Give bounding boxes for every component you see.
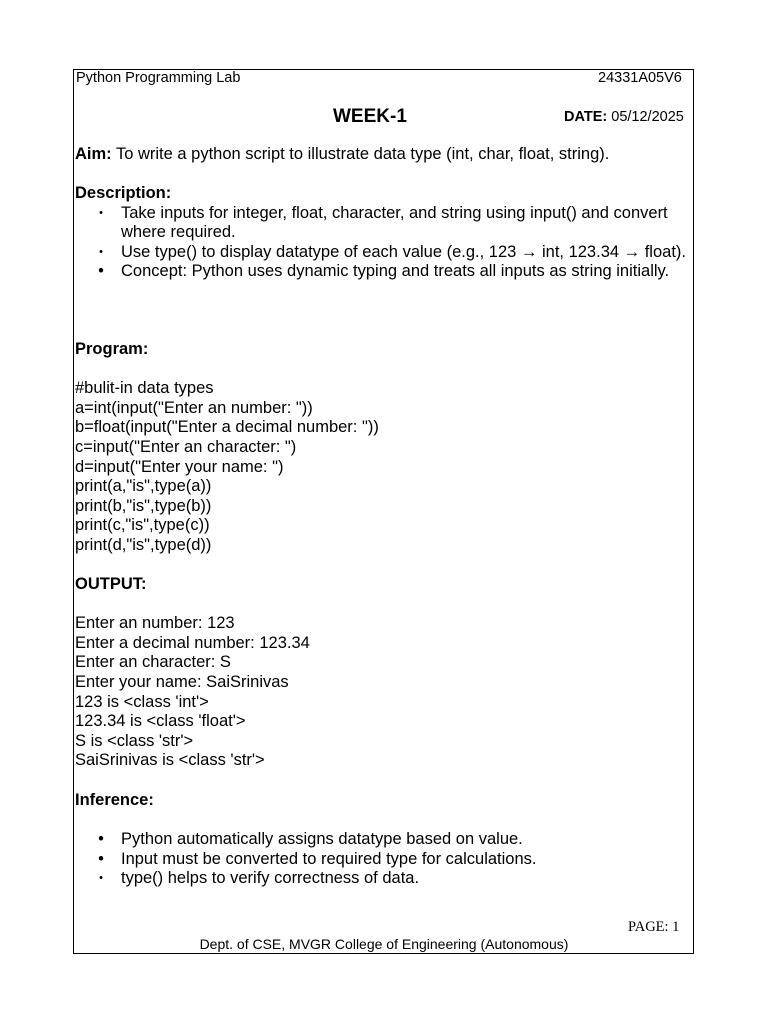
output-line: 123.34 is <class 'float'>: [75, 712, 246, 731]
output-label: OUTPUT:: [75, 575, 147, 593]
bullet: •: [99, 245, 103, 258]
aim-label: Aim:: [75, 145, 112, 163]
bullet: •: [98, 830, 104, 849]
footer: Dept. of CSE, MVGR College of Engineering (Autonomous): [199, 936, 569, 952]
list-item-text: Python automatically assigns datatype based on value.: [121, 830, 523, 849]
output-line: SaiSrinivas is <class 'str'>: [75, 751, 265, 770]
description-list: [75, 204, 693, 282]
week-title: WEEK-1: [333, 106, 407, 127]
description-section: [75, 184, 693, 282]
output-line: S is <class 'str'>: [75, 731, 194, 750]
list-item-text: Take inputs for integer, float, character, and string using input() and convert where required.: [121, 203, 668, 242]
output-section: [75, 575, 693, 771]
list-item-text: Input must be converted to required type for calculations.: [121, 849, 537, 868]
aim-section: [75, 145, 693, 165]
output-line: Enter an character: S: [75, 653, 231, 672]
list-item: [75, 830, 693, 850]
date-label: DATE:: [564, 109, 608, 125]
aim-text: To write a python script to illustrate data type (int, char, float, string).: [115, 145, 610, 163]
code-line: print(c,"is",type(c)): [75, 516, 210, 535]
description-label: Description:: [75, 184, 172, 202]
inference-section: [75, 791, 693, 889]
output-line: 123 is <class 'int'>: [75, 692, 209, 711]
lab-name: Python Programming Lab: [76, 70, 241, 86]
bullet: •: [98, 262, 104, 281]
code-line: #bulit-in data types: [75, 379, 214, 398]
program-section: [75, 340, 693, 556]
list-item-text: Concept: Python uses dynamic typing and treats all inputs as string initially.: [121, 262, 670, 281]
code-line: print(d,"is",type(d)): [75, 535, 212, 554]
code-line: c=input("Enter an character: "): [75, 437, 297, 456]
code-line: print(b,"is",type(b)): [75, 496, 212, 515]
bullet: •: [98, 849, 104, 868]
list-item-text: Use type() to display datatype of each value (e.g., 123 → int, 123.34 → float).: [121, 242, 686, 261]
output-line: Enter an number: 123: [75, 614, 235, 633]
inference-list: [75, 830, 693, 889]
code-line: a=int(input("Enter an number: ")): [75, 398, 313, 417]
code-line: b=float(input("Enter a decimal number: ")): [75, 418, 379, 437]
bullet: •: [99, 206, 103, 219]
output-line: Enter a decimal number: 123.34: [75, 633, 310, 652]
code-line: print(a,"is",type(a)): [75, 477, 212, 496]
page-number: PAGE: 1: [628, 919, 680, 935]
bullet: •: [99, 872, 103, 885]
roll-number: 24331A05V6: [598, 70, 682, 86]
list-item: [75, 243, 693, 263]
code-line: d=input("Enter your name: "): [75, 457, 284, 476]
inference-label: Inference:: [75, 791, 154, 809]
program-label: Program:: [75, 340, 149, 358]
list-item: [75, 850, 693, 870]
list-item-text: type() helps to verify correctness of data.: [121, 869, 420, 888]
date-block: [564, 109, 684, 125]
list-item: [75, 869, 693, 889]
list-item: [75, 204, 693, 243]
date-value: 05/12/2025: [611, 109, 684, 125]
output-line: Enter your name: SaiSrinivas: [75, 672, 289, 691]
list-item: [75, 262, 693, 282]
